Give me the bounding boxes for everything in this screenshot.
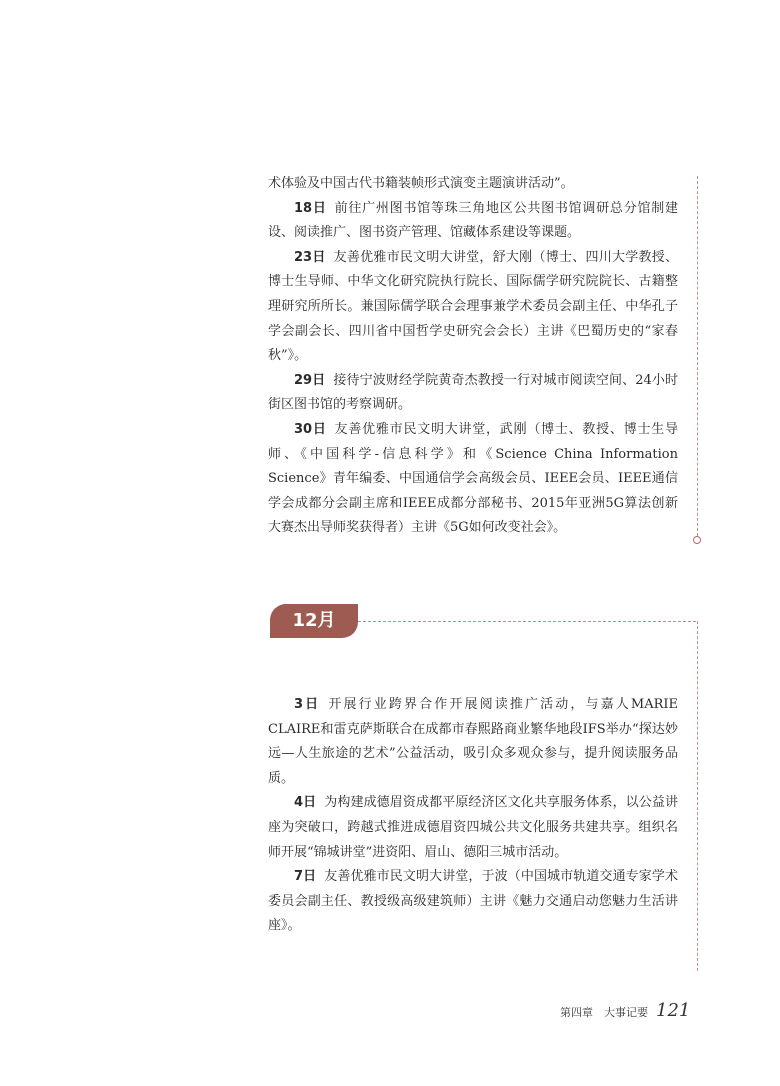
entry-day: 29日 xyxy=(294,372,326,388)
margin-circle-marker xyxy=(693,536,701,544)
entry-dec-7 xyxy=(268,865,678,939)
entry-dec-3 xyxy=(268,693,678,791)
entry-text: 为构建成德眉资成都平原经济区文化共享服务体系，以公益讲座为突破口，跨越式推进成德眉资四城公共文化服务共建共享。组织名师开展“锦城讲堂”进资阳、眉山、德阳三城市活动。 xyxy=(268,795,678,860)
month-badge-december: 12月 xyxy=(270,604,358,638)
chapter-title: 第四章 大事记要 xyxy=(560,1006,648,1019)
entry-text: 友善优雅市民文明大讲堂，舒大刚（博士、四川大学教授、博士生导师、中华文化研究院执行院长、国际儒学研究院院长、古籍整理研究所所长。兼国际儒学联合会理事兼学术委员会副主任、中华孔子学会副会长、四川省中国哲学史研究会会长）主讲《巴蜀历史的“家春秋”》。 xyxy=(268,249,678,364)
entry-day: 18日 xyxy=(294,200,327,216)
entry-text: 接待宁波财经学院黄奇杰教授一行对城市阅读空间、24小时街区图书馆的考察调研。 xyxy=(268,372,678,413)
entry-nov-30 xyxy=(268,418,678,541)
entry-dec-4 xyxy=(268,791,678,865)
entry-continued: 术体验及中国古代书籍装帧形式演变主题演讲活动”。 xyxy=(268,176,574,191)
entry-nov-29 xyxy=(268,369,678,418)
entry-nov-23 xyxy=(268,246,678,369)
entry-text: 前往广州图书馆等珠三角地区公共图书馆调研总分馆制建设、阅读推广、图书资产管理、馆藏体系建设等课题。 xyxy=(268,200,678,241)
page-footer xyxy=(560,1000,690,1021)
entry-day: 7日 xyxy=(294,869,317,885)
entry-text: 友善优雅市民文明大讲堂，武刚（博士、教授、博士生导师、《中国科学-信息科学》和《Science China Information Science》青年编委、中国通信学会高级会员、IEEE会员、IEEE通信学会成都分会副主席和IEEE成都分部秘书、2015年亚洲5G算法创新大赛杰出导师奖获得者）主讲《5G如何改变社会》。 xyxy=(268,421,678,536)
month-dashed-line xyxy=(358,621,696,622)
margin-dashed-line-bottom xyxy=(697,621,698,971)
margin-dashed-line-top xyxy=(697,176,698,536)
november-entries xyxy=(268,172,678,541)
december-entries xyxy=(268,693,678,939)
entry-nov-18 xyxy=(268,197,678,246)
entry-day: 23日 xyxy=(294,249,326,265)
entry-day: 4日 xyxy=(294,795,317,811)
entry-day: 3日 xyxy=(294,697,321,712)
entry-text: 友善优雅市民文明大讲堂，于波（中国城市轨道交通专家学术委员会副主任、教授级高级建筑师）主讲《魅力交通启动您魅力生活讲座》。 xyxy=(268,869,678,934)
entry-day: 30日 xyxy=(294,421,327,437)
page-number: 121 xyxy=(656,1000,691,1021)
entry-text: 开展行业跨界合作开展阅读推广活动，与嘉人MARIE CLAIRE和雷克萨斯联合在成都市春熙路商业繁华地段IFS举办“探达妙远—人生旅途的艺术”公益活动，吸引众多观众参与，提升阅读服务品质。 xyxy=(268,697,678,786)
